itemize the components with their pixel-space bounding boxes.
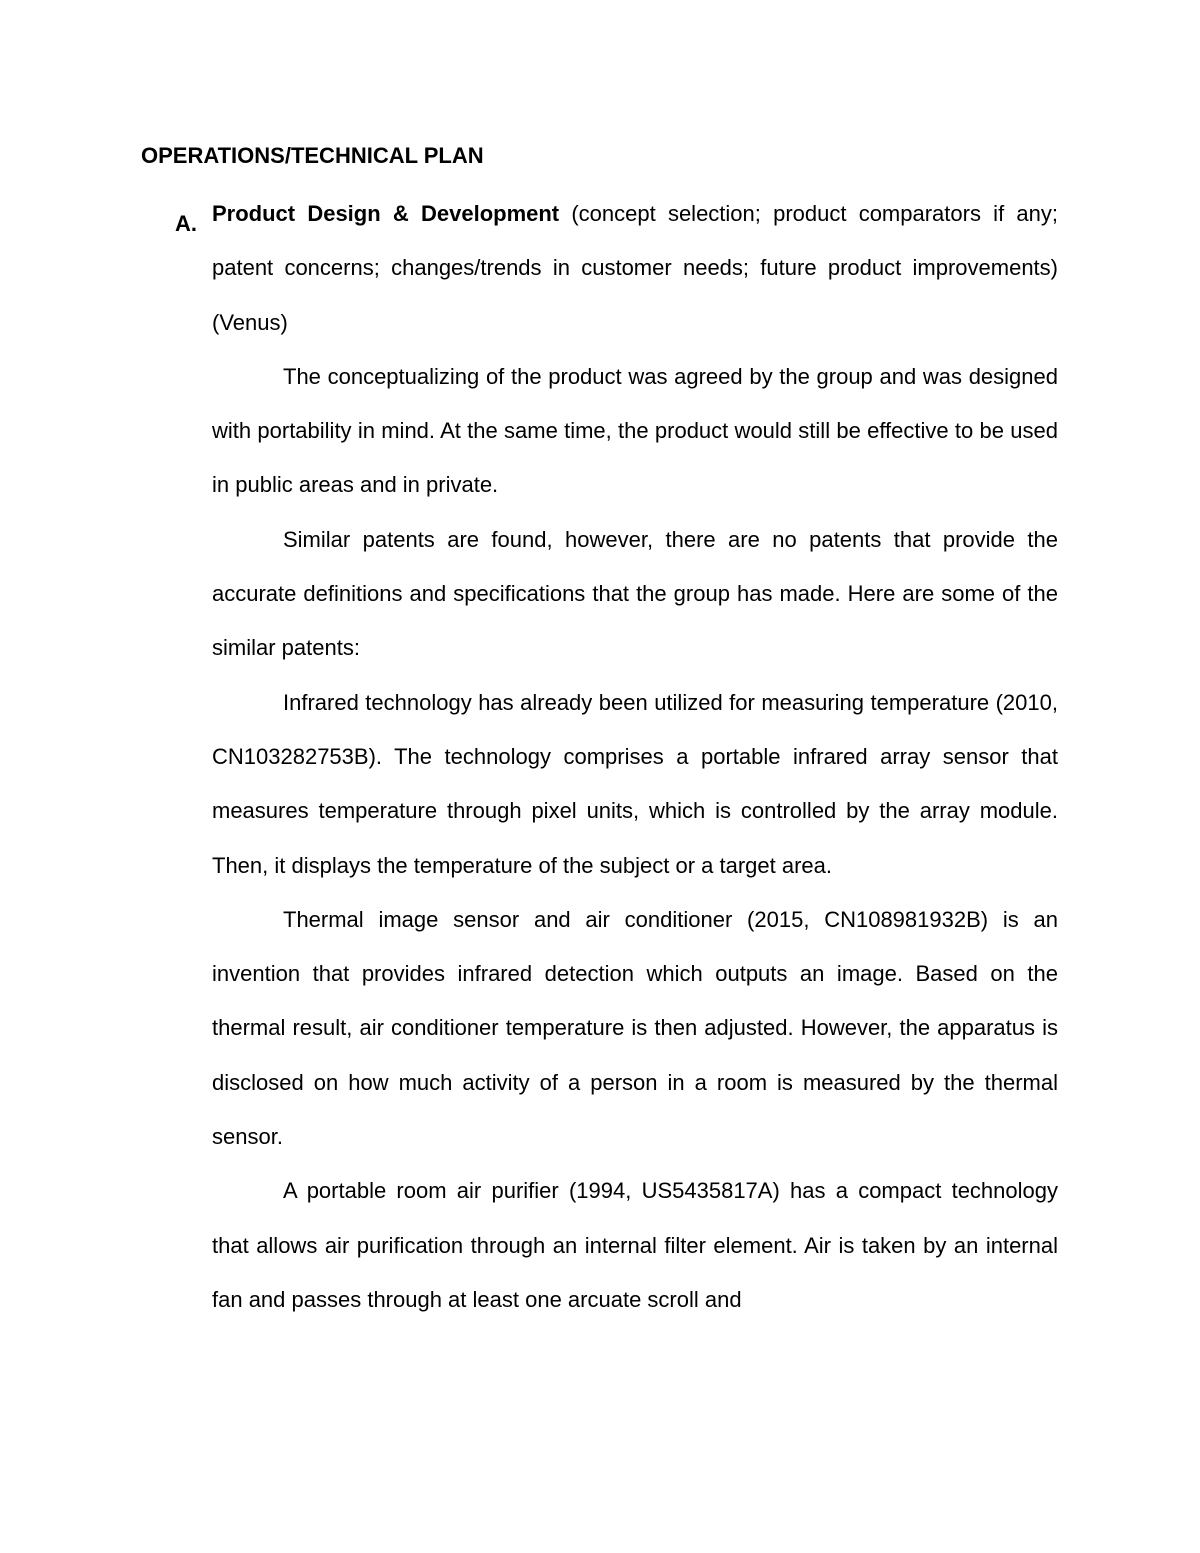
- paragraph-air-purifier: A portable room air purifier (1994, US5435817A) has a compact technology that allows air purification through an internal filter element. Air is taken by an internal fan and passes through at least one arcuate scroll and: [212, 1178, 1058, 1312]
- section-heading-bold: Product Design & Development: [212, 201, 560, 226]
- paragraph-infrared: Infrared technology has already been utilized for measuring temperature (2010, CN103282753B). The technology comprises a portable infrared array sensor that measures temperature through pixel units, which is controlled by the array module. Then, it displays the temperature of the subject or a target area.: [212, 689, 1058, 878]
- section-heading-rest: (concept selection; product comparators if any; patent concerns; changes/trends in customer needs; future product improvements) (Venus): [212, 201, 1058, 335]
- paragraph-similar-patents: Similar patents are found, however, there are no patents that provide the accurate definitions and specifications that the group has made. Here are some of the similar patents:: [212, 526, 1058, 661]
- paragraph-concept: The conceptualizing of the product was agreed by the group and was designed with portability in mind. At the same time, the product would still be effective to be used in public areas and in private.: [212, 363, 1058, 498]
- section-body: [212, 187, 1058, 1327]
- section-product-design: [141, 187, 1058, 1327]
- section-letter: A.: [175, 211, 197, 236]
- document-title: OPERATIONS/TECHNICAL PLAN: [141, 143, 484, 168]
- paragraph-thermal-sensor: Thermal image sensor and air conditioner (2015, CN108981932B) is an invention that provides infrared detection which outputs an image. Based on the thermal result, air conditioner temperature is then adjusted. However, the apparatus is disclosed on how much activity of a person in a room is measured by the thermal sensor.: [212, 906, 1058, 1150]
- section-heading: [212, 187, 1058, 350]
